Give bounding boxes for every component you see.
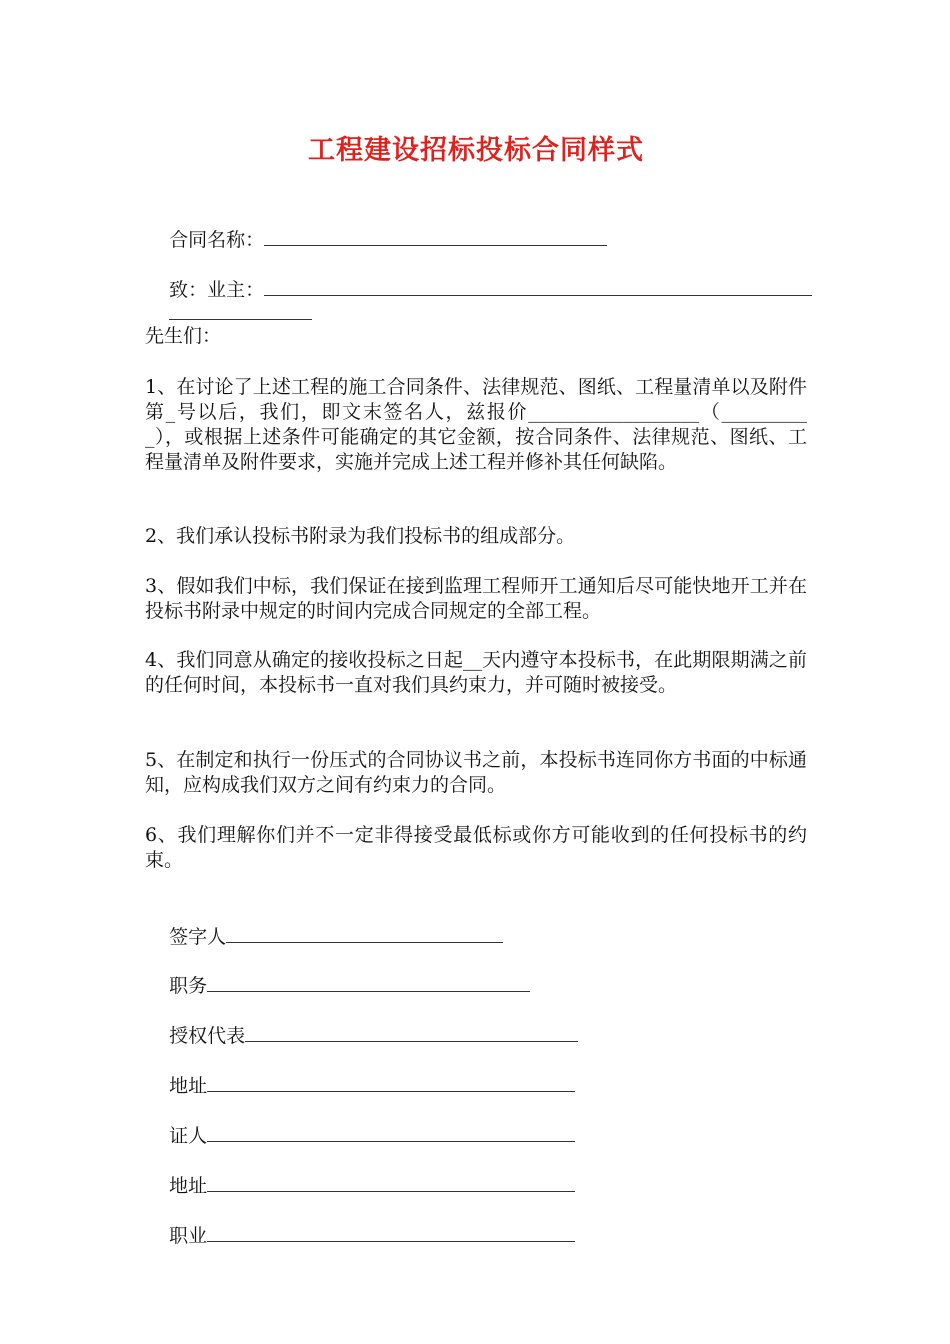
document-title: 工程建设招标投标合同样式: [308, 135, 644, 166]
address-label-1: 地址: [169, 1075, 208, 1097]
to-owner-label: 致：业主：: [169, 279, 265, 301]
clause-6: 6、我们理解你们并不一定非得接受最低标或你方可能收到的任何投标书的约束。: [145, 824, 807, 871]
contract-name-blank: [264, 225, 607, 246]
position-label: 职务: [169, 975, 208, 997]
witness-label: 证人: [169, 1125, 208, 1147]
occupation-label: 职业: [169, 1225, 208, 1247]
authorized-rep-blank: [245, 1021, 578, 1042]
address-label-2: 地址: [169, 1175, 208, 1197]
to-owner-blank: [264, 275, 812, 296]
greeting: 先生们：: [145, 325, 222, 347]
contract-name-label: 合同名称：: [169, 229, 265, 251]
address-blank-2: [207, 1171, 575, 1192]
address-blank-1: [207, 1071, 575, 1092]
clause-1: 1、在讨论了上述工程的施工合同条件、法律规范、图纸、工程量清单以及附件第_号以后，我们，即文末签名人，兹报价__________________（__________），或根据上述条件可能确定的其它金额，按合同条件、法律规范、图纸、工程量清单及附件要求，实施并完成上述工程并修补其任何缺陷。: [145, 376, 807, 473]
authorized-rep-label: 授权代表: [169, 1025, 246, 1047]
occupation-blank: [207, 1221, 575, 1242]
signer-blank: [226, 922, 503, 943]
clause-2: 2、我们承认投标书附录为我们投标书的组成部分。: [145, 525, 576, 547]
clause-4: 4、我们同意从确定的接收投标之日起__天内遵守本投标书，在此期限期满之前的任何时间，本投标书一直对我们具约束力，并可随时被接受。: [145, 649, 807, 696]
signer-label: 签字人: [169, 926, 227, 948]
clause-5: 5、在制定和执行一份压式的合同协议书之前，本投标书连同你方书面的中标通知，应构成我们双方之间有约束力的合同。: [145, 749, 807, 796]
position-blank: [207, 971, 530, 992]
witness-blank: [207, 1121, 575, 1142]
to-owner-blank-2: [169, 299, 312, 320]
occupation-line: [145, 1196, 575, 1274]
clause-3: 3、假如我们中标，我们保证在接到监理工程师开工通知后尽可能快地开工并在投标书附录中规定的时间内完成合同规定的全部工程。: [145, 575, 807, 622]
